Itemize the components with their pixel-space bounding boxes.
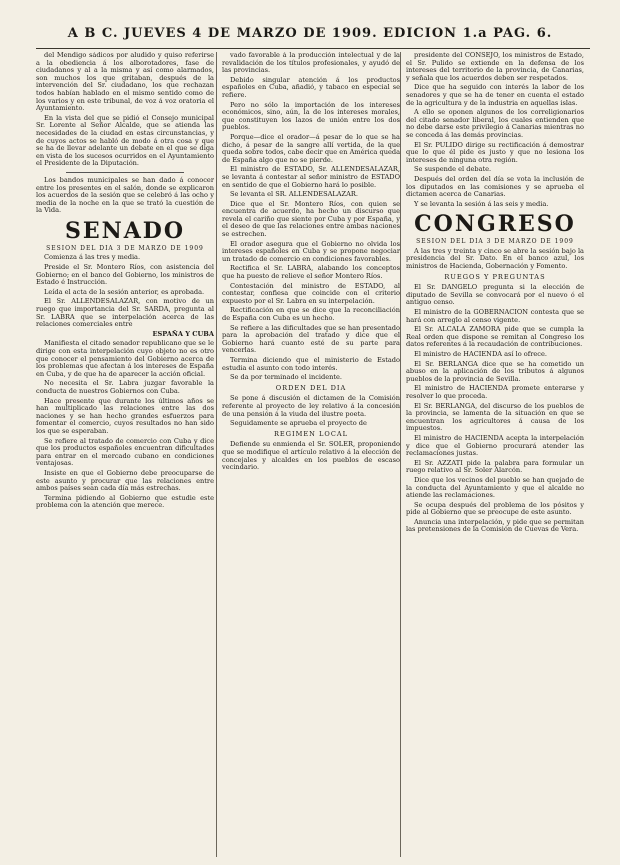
paragraph: El Sr. BERLANGA dice que se ha cometido un abuso en la aplicación de los tributos á algunos pueblos de la provincia de Sevilla. <box>406 359 584 383</box>
column-3 <box>406 52 584 857</box>
paragraph: Rectifica el Sr. LABRA, alabando los conceptos que ha puesto de relieve el señor Montero Ríos. <box>222 264 400 281</box>
paragraph: El orador asegura que el Gobierno no olvida los intereses españoles en Cuba y se propone negociar un tratado de comercio en condiciones favorables. <box>222 239 400 263</box>
paragraph: Comienza á las tres y media. <box>44 253 141 262</box>
paragraph: El ministro de la GOBERNACION contesta que se hará con arreglo al censo vigente. <box>406 308 584 324</box>
paragraph: Termina diciendo que el ministerio de Estado estudia el asunto con todo interés. <box>222 355 400 372</box>
paragraph: Se ocupa después del problema de los pósitos y pide al Gobierno que se preocupe de este asunto. <box>406 500 584 517</box>
paragraph: Insiste en que el Gobierno debe preocuparse de este asunto y procurar que las relaciones entre ambos países sean cada día más estrechas. <box>36 468 214 493</box>
paragraph: Se refiere al tratado de comercio con Cuba y dice que los productos españoles encuentran dificultades para entrar en el mercado cubano en condiciones ventajosas. <box>36 436 214 468</box>
paragraph: Dice que los vecinos del pueblo se han quejado de la conducta del Ayuntamiento y que el alcalde no atiende las reclamaciones. <box>406 475 584 500</box>
paragraph: El Sr. ALLENDESALAZAR, con motivo de un ruego que importancia del Sr. SARDA, pregunta al Sr. LABRA que se interpelación acerca de las relaciones comerciales entre <box>36 297 214 329</box>
regimen-local-heading: REGIMEN LOCAL <box>273 429 349 438</box>
column-2 <box>222 52 400 857</box>
paragraph: Debido singular atención á los productos españoles en Cuba, añadió, y tabaco en especial se refiere. <box>222 75 400 99</box>
paragraph: Después del orden del día se vota la inclusión de los diputados en las comisiones y se aprueba el dictamen acerca de Canarias. <box>406 174 584 199</box>
congreso-heading: CONGRESO <box>414 211 576 238</box>
paragraph: Porque—dice el orador—á pesar de lo que se ha dicho, á pesar de la sangre allí vertida, de la que queda sobre todos, cabe decir que en América queda de España algo que no se pierde. <box>222 132 400 164</box>
session-date: SESION DEL DIA 3 DE MARZO DE 1909 <box>46 244 204 252</box>
paragraph: Se suspende el debate. <box>414 165 492 174</box>
separator <box>66 172 184 173</box>
paragraph: Defiende su enmienda el Sr. SOLER, proponiendo que se modifique el artículo relativo á la elección de concejales y alcaldes en los pueblos de escaso vecindario. <box>222 440 400 472</box>
session-date: SESION DEL DIA 3 DE MARZO DE 1909 <box>416 238 574 246</box>
paragraph: Se pone á discusión el dictamen de la Comisión referente al proyecto de ley relativo á la concesión de una pensión á la viuda del ilustre poeta. <box>222 394 400 418</box>
paragraph: Pero no sólo la importación de los intereses económicos, sino, aún, la de los intereses morales, que constituyen los lazos de unión entre los dos pueblos. <box>222 100 400 132</box>
paragraph: El Sr. DANGELO pregunta si la elección de diputado de Sevilla se convocará por el nuevo ó el antiguo censo. <box>406 283 584 307</box>
paragraph: Se levanta el SR. ALLENDESALAZAR. <box>230 190 358 199</box>
paragraph: Rectificación en que se dice que la reconciliación de España con Cuba es un hecho. <box>222 306 400 322</box>
subheading-espana-cuba: ESPAÑA Y CUBA <box>152 329 214 338</box>
paragraph: Preside el Sr. Montero Ríos, con asistencia del Gobierno; en el banco del Gobierno, los ministros de Estado é Instrucción. <box>36 263 214 287</box>
paragraph: Termina pidiendo al Gobierno que estudie este problema con la atención que merece. <box>36 493 214 510</box>
paragraph: El ministro de ESTADO, Sr. ALLENDESALAZAR, se levanta á contestar al señor ministro de ESTADO en sentido de que el Gobierno hará lo posible. <box>222 165 400 189</box>
paragraph: Dice que ha seguido con interés la labor de los senadores y que se ha de tener en cuenta el estado de la agricultura y de la industria en aquellas islas. <box>406 83 584 107</box>
paragraph: Se refiere a las dificultades que se han presentado para la aprobación del tratado y dice que el Gobierno hará cuanto esté de su parte para vencerlas. <box>222 323 400 355</box>
paragraph: Dice que el Sr. Montero Ríos, con quien se encuentra de acuerdo, ha hecho un discurso que revela el cariño que siente por Cuba y por España, y el deseo de que las relaciones entre ambas naciones se estrechen. <box>222 199 400 239</box>
paragraph: El ministro de HACIENDA promete enterarse y resolver lo que proceda. <box>406 384 584 400</box>
senado-heading: SENADO <box>64 217 186 244</box>
paragraph: A las tres y treinta y cinco se abre la sesión bajo la presidencia del Sr. Dato. En el banco azul, los ministros de Hacienda, Gobernación y Fomento. <box>406 246 584 271</box>
column-divider <box>400 52 401 857</box>
header-rule <box>36 48 590 49</box>
paragraph: El Sr. ALCALA ZAMORA pide que se cumpla la Real orden que dispone se remitan al Congreso los datos referentes á la recaudación de contribuciones. <box>406 325 584 349</box>
column-divider <box>216 52 217 857</box>
paragraph: El Sr. BERLANGA, del discurso de los pueblos de la provincia, se lamenta de la situación en que se encuentran los agricultores á causa de los impuestos. <box>406 401 584 433</box>
paragraph: vado favorable á la producción intelectual y de la revalidación de los títulos profesionales, y ayudó de las provincias. <box>222 52 400 75</box>
paragraph: Contestación del ministro de ESTADO, al contestar, confiesa que coincide con el criterio expuesto por el Sr. Labra en su interpelación. <box>222 281 400 305</box>
column-1 <box>36 52 214 857</box>
paragraph: Se da por terminado el incidente. <box>230 373 343 382</box>
paragraph: El ministro de HACIENDA así lo ofrece. <box>414 350 547 358</box>
paragraph: Hace presente que durante los últimos años se han multiplicado las relaciones entre las dos naciones y se han hecho grandes esfuerzos para fomentar el comercio, cuyos resultados no han sido los que se esperaban. <box>36 396 214 435</box>
paragraph: No necesita el Sr. Labra juzgar favorable la conducta de nuestros Gobiernos con Cuba. <box>36 379 214 395</box>
paragraph: del Mendigo sádicos por aludido y quiso referirse a la obediencia á los alborotadores, fase de ciudadanos y al a la misma y así como alarmados, son muchos los que gritaban, después de la intervención del Sr. ciudadano, los que rechazan todos habían hablado en el mismo sentido como de los varios y en este tribunal, de voz á voz oratoria el Ayuntamiento. <box>36 52 214 113</box>
paragraph: Los bandos municipales se han dado á conocer entre los presentes en el salón, donde se explicaron los acuerdos de la sesión que se celebró á las ocho y media de la noche en la que se trató la cuestión de la Vida. <box>36 175 214 215</box>
page-header: A B C. JUEVES 4 DE MARZO DE 1909. EDICION 1.a PAG. 6. <box>67 26 553 41</box>
paragraph: A ello se oponen algunos de los correligionarios del citado senador liberal, los cuales entienden que no debe darse este privilegio á Canarias mientras no se conceda á las demás provincias. <box>406 108 584 139</box>
paragraph: El Sr. PULIDO dirige su rectificación á demostrar que lo que él pide es justo y que no lesiona los intereses de ninguna otra región. <box>406 140 584 164</box>
ruegos-heading: RUEGOS Y PREGUNTAS <box>444 272 546 281</box>
paragraph: Leída el acta de la sesión anterior, es aprobada. <box>44 287 205 296</box>
orden-del-dia-heading: ORDEN DEL DIA <box>275 383 347 392</box>
paragraph: En la vista del que se pidió el Consejo municipal Sr. Lorente al Señor Alcalde, que se atienda las necesidades de la ciudad en estas circunstancias, y de cuyos actos se habló de modo á otra cosa y que se ha de llevar adelante un debate en el que se diga en vista de los sucesos ocurridos en el Ayuntamiento el Presidente de la Diputación. <box>36 113 214 168</box>
paragraph: El ministro de HACIENDA acepta la interpelación y dice que el Gobierno procurará atender las reclamaciones justas. <box>406 433 584 458</box>
paragraph: presidente del CONSEJO, los ministros de Estado, el Sr. Pulido se extiende en la defensa de los intereses del territorio de la provincia, de Canarias, y señala que los acuerdos deben ser respetados. <box>406 52 584 82</box>
paragraph: Seguidamente se aprueba el proyecto de <box>230 419 367 428</box>
paragraph: Y se levanta la sesión á las seis y media. <box>414 199 549 208</box>
paragraph: Manifiesta el citado senador republicano que se le dirige con esta interpelación cuyo objeto no es otro que conocer el pensamiento del Gobierno acerca de los problemas que afectan á los intereses de España en Cuba, y de que ha de aparecer la acción oficial. <box>36 339 214 378</box>
paragraph: Anuncia una interpelación, y pide que se permitan las pretensiones de la Comisión de Cuevas de Vera. <box>406 517 584 534</box>
paragraph: El Sr. AZZATI pide la palabra para formular un ruego relativo al Sr. Soler Alarcón. <box>406 458 584 475</box>
